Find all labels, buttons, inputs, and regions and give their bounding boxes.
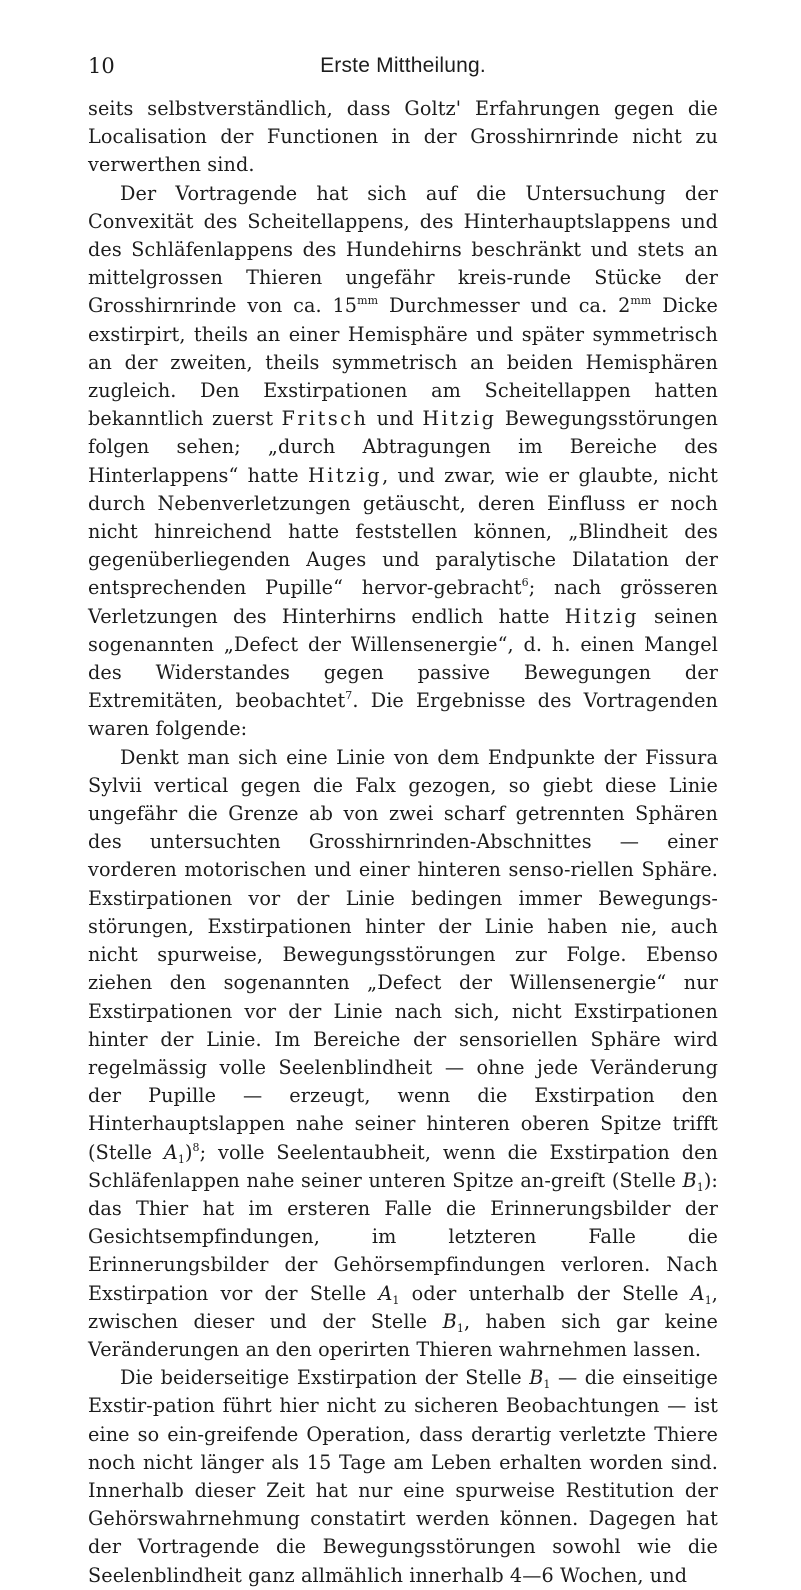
text-run: Dicke exstirpirt, theils an einer Hemisphäre und später symmetrisch an der zweiten, theils symmetrisch an beiden Hemisphären zugleich. Den Exstirpationen am Scheitellappen hatten bekanntlich zuerst <box>88 294 718 431</box>
region-label: B <box>529 1366 544 1390</box>
text-run: ; nach grösseren Verletzungen des Hinterhirns endlich hatte <box>88 576 718 628</box>
paragraph-1-text: seits selbstverständlich, dass Goltz' Erfahrungen gegen die Localisation der Functionen in der Grosshirnrinde nicht zu verwerthen sind. <box>88 97 718 177</box>
footnote-marker: 7 <box>345 689 353 703</box>
region-label: B <box>442 1309 457 1333</box>
text-run: , zwischen dieser und der Stelle <box>88 1281 718 1333</box>
text-run: ): das Thier hat im ersteren Falle die Erinnerungsbilder der Gesichtsempfindungen, im letzteren Falle die Erinnerungsbilder der Gehörsempfindungen verloren. Nach Exstirpation vor der Stelle <box>88 1168 718 1305</box>
text-run: Denkt man sich eine Linie von dem Endpunkte der Fissura Sylvii vertical gegen die Falx gezogen, so giebt diese Linie ungefähr die Grenze ab von zwei scharf getrennten Sphären des untersuchten Grosshirnrinden-Abschnittes — einer vorderen motorischen und einer hinteren senso-riellen Sphäre. Exstirpationen vor der Linie bedingen immer Bewegungs-störungen, Exstirpationen hinter der Linie haben nie, auch nicht spurweise, Bewegungsstörungen zur Folge. Ebenso ziehen den sogenannten „Defect der Willensenergie“ nur Exstirpationen vor der Linie nach sich, nicht Exstirpationen hinter der Linie. Im Bereiche der sensoriellen Sphäre wird regelmässig volle Seelenblindheit — ohne jede Veränderung der Pupille — erzeugt, wenn die Exstirpation den Hinterhauptslappen nahe seiner hinteren oberen Spitze trifft (Stelle <box>88 745 718 1164</box>
region-subscript: 1 <box>704 1293 712 1307</box>
region-subscript: 1 <box>392 1293 400 1307</box>
paragraph-1 <box>88 95 718 180</box>
text-run: und <box>368 407 423 431</box>
text-run: — die einseitige Exstir-pation führt hier nicht zu sicheren Beobachtungen — ist eine so ein-greifende Operation, dass derartig verletzte Thiere noch nicht länger als 15 Tage am Leben erhalten worden sind. Innerhalb dieser Zeit hat nur eine spurweise Restitution der Gehörswahrnehmung constatirt werden können. Dagegen hat der Vortragende die Bewegungsstörungen sowohl wie die Seelenblindheit ganz allmählich innerhalb 4—6 Wochen, und <box>88 1366 718 1587</box>
region-subscript: 1 <box>696 1180 704 1194</box>
region-label: A <box>378 1281 393 1305</box>
text-run: , haben sich gar keine Veränderungen an den operirten Thieren wahrnehmen lassen. <box>88 1309 718 1361</box>
page-header <box>88 54 718 84</box>
running-title: Erste Mittheilung. <box>320 54 486 77</box>
text-run: ) <box>184 1140 193 1164</box>
text-run: Durchmesser und ca. 2 <box>378 294 631 318</box>
region-subscript: 1 <box>177 1152 185 1166</box>
paragraph-4 <box>88 1364 718 1590</box>
text-run: . Die Ergebnisse des Vortragenden waren folgende: <box>88 689 718 741</box>
region-label: A <box>690 1281 705 1305</box>
author-name: Hitzig <box>422 407 497 431</box>
text-run: oder unterhalb der Stelle <box>399 1281 691 1305</box>
text-run: Bewegungsstörungen folgen sehen; „durch Abtragungen im Bereiche des Hinterlappens“ hatte <box>88 407 718 487</box>
region-label: A <box>163 1140 178 1164</box>
text-run: seinen sogenannten „Defect der Willensenergie“, d. h. einen Mangel des Widerstandes gegen passive Bewegungen der Extremitäten, beobachtet <box>88 604 718 713</box>
region-subscript: 1 <box>456 1321 464 1335</box>
region-subscript: 1 <box>543 1378 551 1392</box>
text-run: , und zwar, wie er glaubte, nicht durch Nebenverletzungen getäuscht, deren Einfluss er noch nicht hinreichend hatte feststellen können, „Blindheit des gegenüberliegenden Auges und paralytische Dilatation der entsprechenden Pupille“ hervor-gebracht <box>88 463 718 600</box>
author-name: Fritsch <box>281 407 369 431</box>
unit-superscript: mm <box>357 294 379 308</box>
text-run: Die beiderseitige Exstirpation der Stelle <box>120 1366 530 1390</box>
author-name: Hitzig <box>564 604 639 628</box>
author-name: Hitzig <box>307 463 383 487</box>
footnote-marker: 8 <box>192 1140 200 1154</box>
footnote-marker: 6 <box>521 576 529 590</box>
paragraph-2 <box>88 180 718 744</box>
body-text <box>88 95 718 1590</box>
paragraph-3 <box>88 744 718 1364</box>
text-run: ; volle Seelentaubheit, wenn die Exstirpation den Schläfenlappen nahe seiner unteren Spitze an-greift (Stelle <box>88 1140 718 1192</box>
page-number: 10 <box>88 54 115 78</box>
text-run: Der Vortragende hat sich auf die Untersuchung der Convexität des Scheitellappens, des Hinterhauptslappens und des Schläfenlappens des Hundehirns beschränkt und stets an mittelgrossen Thieren ungefähr kreis-runde Stücke der Grosshirnrinde von ca. 15 <box>88 181 718 318</box>
region-label: B <box>682 1168 697 1192</box>
unit-superscript: mm <box>630 294 652 308</box>
